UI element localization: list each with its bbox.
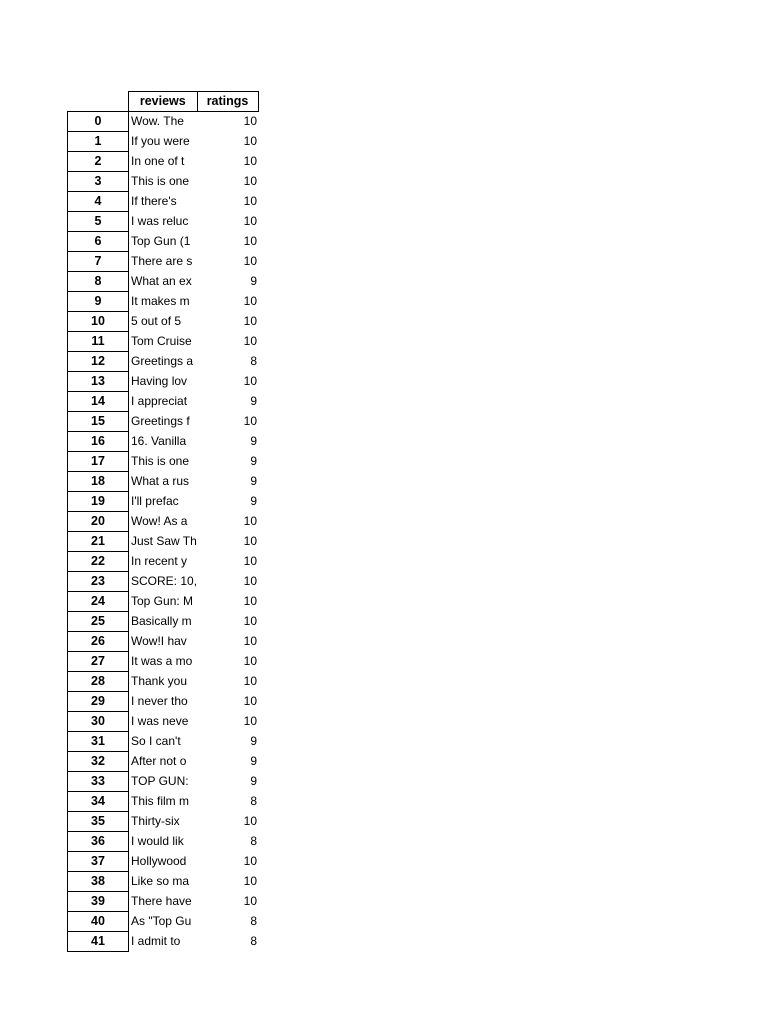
row-index: 11	[68, 332, 129, 352]
row-index: 23	[68, 572, 129, 592]
row-index: 5	[68, 212, 129, 232]
row-index: 41	[68, 932, 129, 952]
review-cell: Wow. The	[131, 114, 184, 129]
table-row	[68, 632, 259, 652]
row-index: 10	[68, 312, 129, 332]
rating-cell: 9	[250, 474, 258, 488]
review-cell: Having lov	[131, 374, 188, 388]
row-index: 4	[68, 192, 129, 212]
table-row	[68, 492, 259, 512]
table-row	[68, 272, 259, 292]
table-row	[68, 212, 259, 232]
row-index: 37	[68, 852, 129, 872]
row-index: 19	[68, 492, 129, 512]
row-index: 17	[68, 452, 129, 472]
rating-cell: 9	[250, 734, 258, 748]
row-index: 3	[68, 172, 129, 192]
row-index: 38	[68, 872, 129, 892]
table-row	[68, 572, 259, 592]
review-cell: Tom Cruise	[131, 334, 192, 348]
table-row	[68, 592, 259, 612]
table-row	[68, 772, 259, 792]
row-index: 20	[68, 512, 129, 532]
review-cell: So I can't	[131, 734, 181, 748]
row-index: 29	[68, 692, 129, 712]
rating-cell: 10	[243, 374, 258, 388]
table-row	[68, 372, 259, 392]
row-index: 0	[68, 112, 129, 132]
row-index: 26	[68, 632, 129, 652]
table-row	[68, 192, 259, 212]
table-row	[68, 392, 259, 412]
table-row	[68, 812, 259, 832]
rating-cell: 9	[250, 774, 258, 788]
rating-cell: 9	[250, 274, 258, 288]
table-row	[68, 692, 259, 712]
header-row	[68, 92, 259, 112]
rating-cell: 9	[250, 394, 258, 408]
table-row	[68, 312, 259, 332]
row-index: 7	[68, 252, 129, 272]
rating-cell: 9	[250, 434, 258, 448]
row-index: 28	[68, 672, 129, 692]
table-row	[68, 872, 259, 892]
rating-cell: 10	[243, 614, 258, 628]
row-index: 1	[68, 132, 129, 152]
rating-cell: 10	[243, 574, 258, 588]
review-cell: Hollywood	[131, 854, 187, 868]
table-row	[68, 252, 259, 272]
review-cell: Top Gun: M	[131, 594, 194, 608]
reviews-table	[67, 91, 259, 952]
review-cell: This is one	[131, 174, 190, 188]
review-cell: Just Saw Th	[131, 534, 197, 548]
rating-cell: 10	[243, 114, 258, 129]
table-row	[68, 132, 259, 152]
table-row	[68, 732, 259, 752]
rating-cell: 10	[243, 594, 258, 608]
row-index: 32	[68, 752, 129, 772]
review-cell: Greetings a	[131, 354, 194, 368]
review-cell: As "Top Gu	[131, 914, 192, 928]
table-body	[68, 112, 259, 952]
review-cell: This film m	[131, 794, 189, 808]
rating-cell: 10	[243, 694, 258, 708]
row-index: 9	[68, 292, 129, 312]
row-index: 21	[68, 532, 129, 552]
table-row	[68, 452, 259, 472]
table-row	[68, 412, 259, 432]
review-cell: After not o	[131, 754, 187, 768]
rating-cell: 10	[243, 534, 258, 548]
row-index: 39	[68, 892, 129, 912]
column-header-reviews: reviews	[129, 92, 198, 112]
row-index: 13	[68, 372, 129, 392]
review-cell: It makes m	[131, 294, 190, 308]
row-index: 27	[68, 652, 129, 672]
rating-cell: 10	[243, 154, 258, 168]
review-cell: I was neve	[131, 714, 189, 728]
review-cell: Wow! As a	[131, 514, 188, 528]
rating-cell: 8	[250, 794, 258, 808]
rating-cell: 10	[243, 554, 258, 568]
table-row	[68, 292, 259, 312]
row-index: 6	[68, 232, 129, 252]
index-header-corner	[68, 92, 129, 112]
row-index: 30	[68, 712, 129, 732]
review-cell: It was a mo	[131, 654, 193, 668]
rating-cell: 10	[243, 234, 258, 248]
review-cell: In recent y	[131, 554, 188, 568]
table-row	[68, 232, 259, 252]
row-index: 18	[68, 472, 129, 492]
review-cell: 5 out of 5	[131, 314, 182, 328]
review-cell: I would lik	[131, 834, 184, 848]
table-row	[68, 832, 259, 852]
rating-cell: 10	[243, 654, 258, 668]
rating-cell: 10	[243, 894, 258, 908]
review-cell: Thank you	[131, 674, 188, 688]
rating-cell: 10	[243, 714, 258, 728]
review-cell: I admit to	[131, 934, 181, 948]
rating-cell: 10	[243, 294, 258, 308]
row-index: 24	[68, 592, 129, 612]
rating-cell: 10	[243, 194, 258, 208]
table-row	[68, 852, 259, 872]
table-row	[68, 352, 259, 372]
review-cell: I was reluc	[131, 214, 189, 228]
row-index: 8	[68, 272, 129, 292]
review-cell: If there's	[131, 194, 177, 208]
rating-cell: 10	[243, 514, 258, 528]
rating-cell: 10	[243, 174, 258, 188]
review-cell: What a rus	[131, 474, 190, 488]
review-cell: What an ex	[131, 274, 192, 288]
review-cell: There are s	[131, 254, 193, 268]
rating-cell: 10	[243, 814, 258, 828]
review-cell: I appreciat	[131, 394, 188, 408]
table-row	[68, 792, 259, 812]
table-row	[68, 912, 259, 932]
rating-cell: 10	[243, 334, 258, 348]
rating-cell: 9	[250, 454, 258, 468]
table-row	[68, 532, 259, 552]
row-index: 2	[68, 152, 129, 172]
row-index: 40	[68, 912, 129, 932]
table-row	[68, 112, 259, 132]
review-cell: Like so ma	[131, 874, 190, 888]
table-row	[68, 752, 259, 772]
table-row	[68, 672, 259, 692]
review-cell: Thirty-six	[131, 814, 180, 828]
rating-cell: 10	[243, 674, 258, 688]
rating-cell: 10	[243, 854, 258, 868]
row-index: 31	[68, 732, 129, 752]
table-row	[68, 652, 259, 672]
review-cell: Greetings f	[131, 414, 190, 428]
review-cell: There have	[131, 894, 192, 908]
row-index: 35	[68, 812, 129, 832]
row-index: 34	[68, 792, 129, 812]
row-index: 14	[68, 392, 129, 412]
review-cell: Basically m	[131, 614, 192, 628]
row-index: 15	[68, 412, 129, 432]
rating-cell: 10	[243, 254, 258, 268]
rating-cell: 10	[243, 214, 258, 228]
rating-cell: 8	[250, 914, 258, 928]
review-cell: Wow!I hav	[131, 634, 187, 648]
review-cell: SCORE: 10,	[131, 574, 198, 588]
review-cell: TOP GUN:	[131, 774, 189, 788]
table-row	[68, 512, 259, 532]
rating-cell: 8	[250, 834, 258, 848]
rating-cell: 9	[250, 754, 258, 768]
column-header-ratings: ratings	[197, 92, 258, 112]
row-index: 36	[68, 832, 129, 852]
review-cell: This is one	[131, 454, 190, 468]
table-row	[68, 552, 259, 572]
table-row	[68, 432, 259, 452]
review-cell: 16. Vanilla	[131, 434, 187, 448]
row-index: 12	[68, 352, 129, 372]
rating-cell: 10	[243, 634, 258, 648]
rating-cell: 9	[250, 494, 258, 508]
table-row	[68, 612, 259, 632]
rating-cell: 10	[243, 414, 258, 428]
rating-cell: 10	[243, 314, 258, 328]
rating-cell: 10	[243, 874, 258, 888]
review-cell: If you were	[131, 134, 190, 148]
rating-cell: 10	[243, 134, 258, 148]
table-row	[68, 152, 259, 172]
table-row	[68, 712, 259, 732]
row-index: 22	[68, 552, 129, 572]
row-index: 25	[68, 612, 129, 632]
review-cell: Top Gun (1	[131, 234, 191, 248]
review-cell: I'll prefac	[131, 494, 179, 508]
table-row	[68, 472, 259, 492]
row-index: 33	[68, 772, 129, 792]
table-row	[68, 932, 259, 952]
rating-cell: 8	[250, 354, 258, 368]
table-row	[68, 892, 259, 912]
table-row	[68, 332, 259, 352]
row-index: 16	[68, 432, 129, 452]
review-cell: In one of t	[131, 154, 185, 168]
table-row	[68, 172, 259, 192]
rating-cell: 8	[250, 934, 258, 948]
review-cell: I never tho	[131, 694, 188, 708]
